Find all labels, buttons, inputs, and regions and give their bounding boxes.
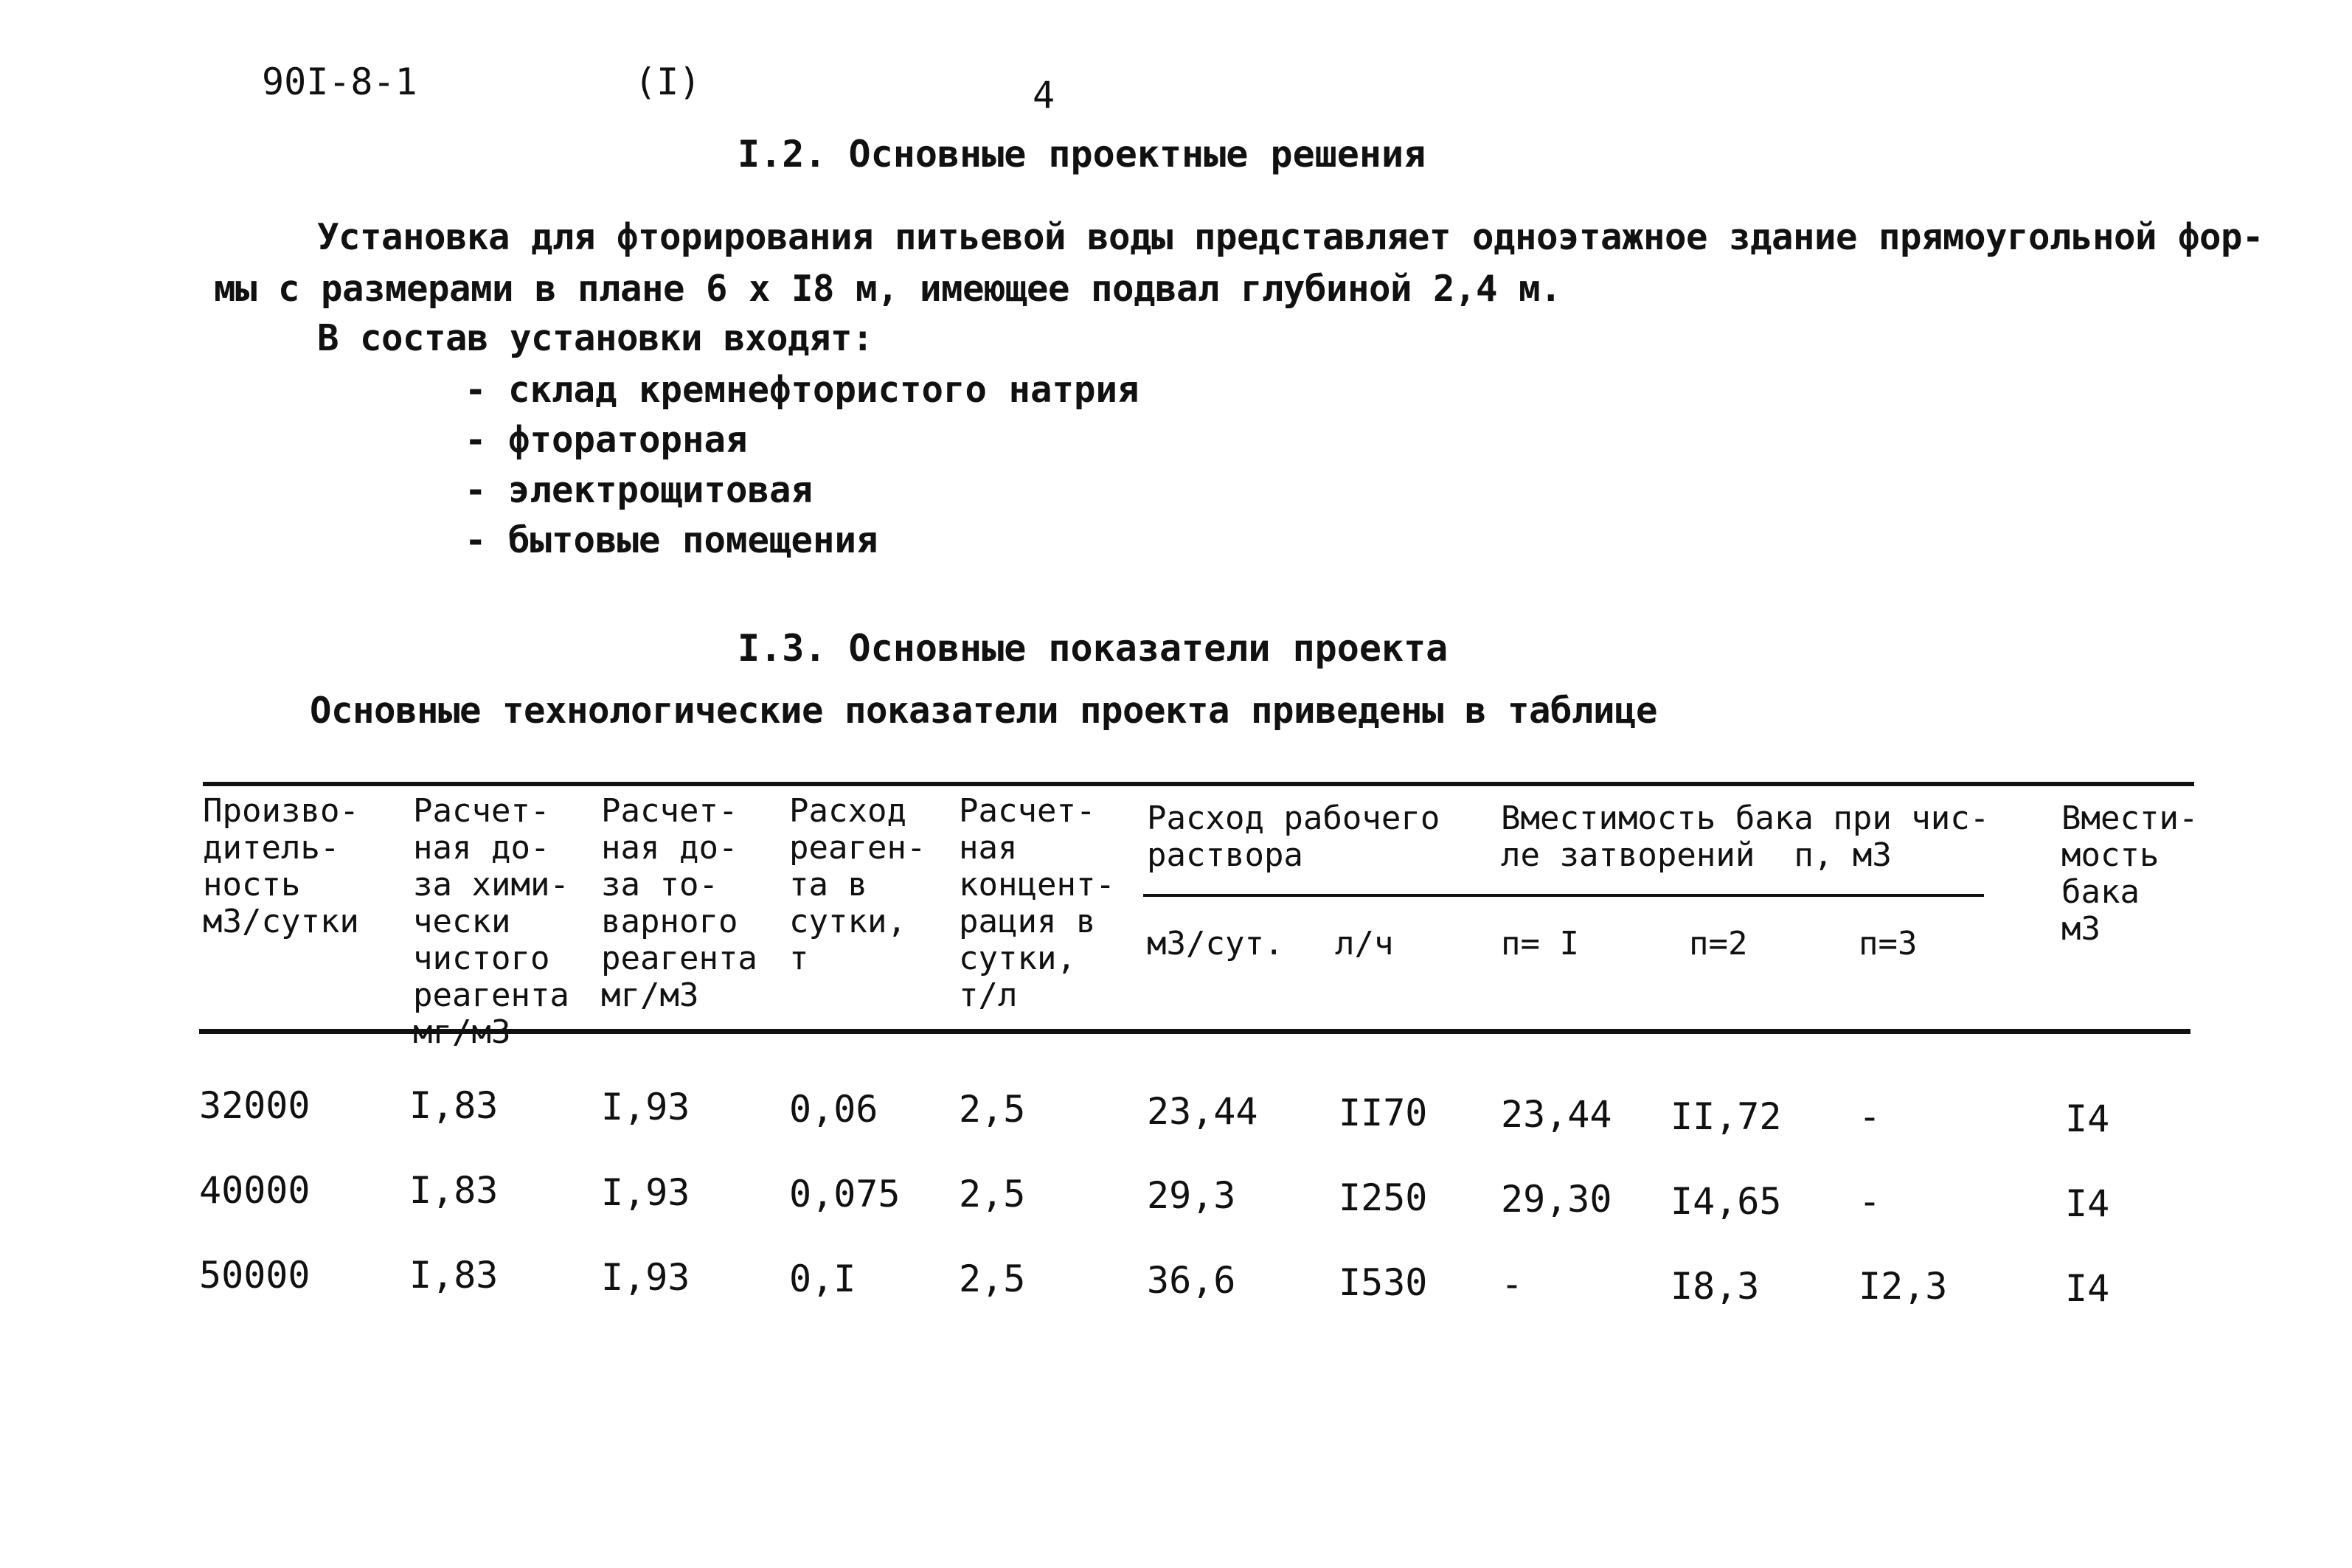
table-top-rule (203, 782, 2194, 786)
col-header-tank-capacity: Вместимость бака при чис- ле затворений п, м3 (1501, 799, 1990, 874)
list-item: - электрощитовая (465, 469, 814, 511)
col-header-commercial-dose: Расчет- ная до- за то- варного реагента мг/м3 (601, 792, 757, 1014)
col-header-capacity: Произво- дитель- ность м3/сутки (203, 792, 359, 940)
section-title-design-solutions: I.2. Основные проектные решения (738, 133, 1426, 176)
col-header-reagent-use: Расход реаген- та в сутки, т (789, 792, 926, 977)
table-cell: - (1859, 1180, 1881, 1223)
table-cell: 2,5 (959, 1257, 1026, 1300)
section-title-indicators: I.3. Основные показатели проекта (738, 627, 1449, 670)
part-number: (I) (634, 60, 701, 103)
table-cell: II,72 (1671, 1095, 1782, 1138)
paragraph-line-2: мы с размерами в плане 6 х I8 м, имеющее подвал глубиной 2,4 м. (214, 268, 1562, 310)
table-cell: I,83 (409, 1169, 499, 1212)
table-cell: I,93 (601, 1086, 690, 1128)
table-cell: 32000 (199, 1084, 311, 1127)
table-cell: I2,3 (1859, 1265, 1948, 1308)
table-cell: 50000 (199, 1254, 311, 1297)
table-cell: 23,44 (1501, 1093, 1612, 1136)
table-cell: 2,5 (959, 1088, 1026, 1131)
paragraph-line-1: Установка для фторирования питьевой воды представляет одноэтажное здание прямоугольной фор- (317, 216, 2264, 258)
page-number: 4 (1033, 74, 1055, 117)
table-cell: 36,6 (1147, 1259, 1236, 1302)
document-code: 90I-8-1 (262, 60, 417, 103)
table-cell: I,93 (601, 1256, 690, 1299)
composition-intro: В состав установки входят: (317, 317, 874, 359)
table-intro: Основные технологические показатели проекта приведены в таблице (310, 690, 1658, 732)
table-cell: I,83 (409, 1084, 499, 1127)
table-cell: 23,44 (1147, 1090, 1258, 1133)
col-header-solution-m3: м3/сут. (1147, 925, 1284, 962)
table-cell: 0,I (789, 1257, 856, 1300)
table-cell: I4 (2065, 1267, 2110, 1310)
col-header-n3: п=3 (1859, 925, 1918, 962)
table-cell: 29,30 (1501, 1178, 1612, 1221)
col-header-n1: п= I (1501, 925, 1579, 962)
table-subheader-rule (1143, 894, 1984, 897)
list-item: - фтораторная (465, 419, 748, 461)
table-cell: I4,65 (1671, 1180, 1782, 1223)
table-cell: 29,3 (1147, 1174, 1236, 1217)
col-header-solution-use: Расход рабочего раствора (1147, 799, 1440, 874)
table-cell: I250 (1339, 1176, 1428, 1219)
col-header-solution-lh: л/ч (1335, 925, 1394, 962)
table-cell: II70 (1339, 1092, 1428, 1134)
table-cell: 0,075 (789, 1173, 901, 1215)
col-header-concentration: Расчет- ная концент- рация в сутки, т/л (959, 792, 1115, 1014)
table-cell: I4 (2065, 1182, 2110, 1225)
table-cell: I,93 (601, 1171, 690, 1214)
list-item: - бытовые помещения (465, 519, 878, 561)
table-cell: I,83 (409, 1254, 499, 1297)
table-cell: - (1501, 1263, 1524, 1305)
col-header-pure-dose: Расчет- ная до- за хими- чески чистого реагента мг/м3 (413, 792, 569, 1051)
table-cell: 0,06 (789, 1088, 878, 1131)
table-cell: - (1859, 1095, 1881, 1138)
list-item: - склад кремнефтористого натрия (465, 369, 1139, 411)
table-cell: 40000 (199, 1169, 311, 1212)
col-header-tank-total: Вмести- мость бака м3 (2061, 799, 2199, 948)
table-cell: I530 (1339, 1261, 1428, 1304)
table-cell: 2,5 (959, 1173, 1026, 1215)
col-header-n2: п=2 (1689, 925, 1748, 962)
table-cell: I4 (2065, 1097, 2110, 1140)
table-cell: I8,3 (1671, 1265, 1760, 1308)
